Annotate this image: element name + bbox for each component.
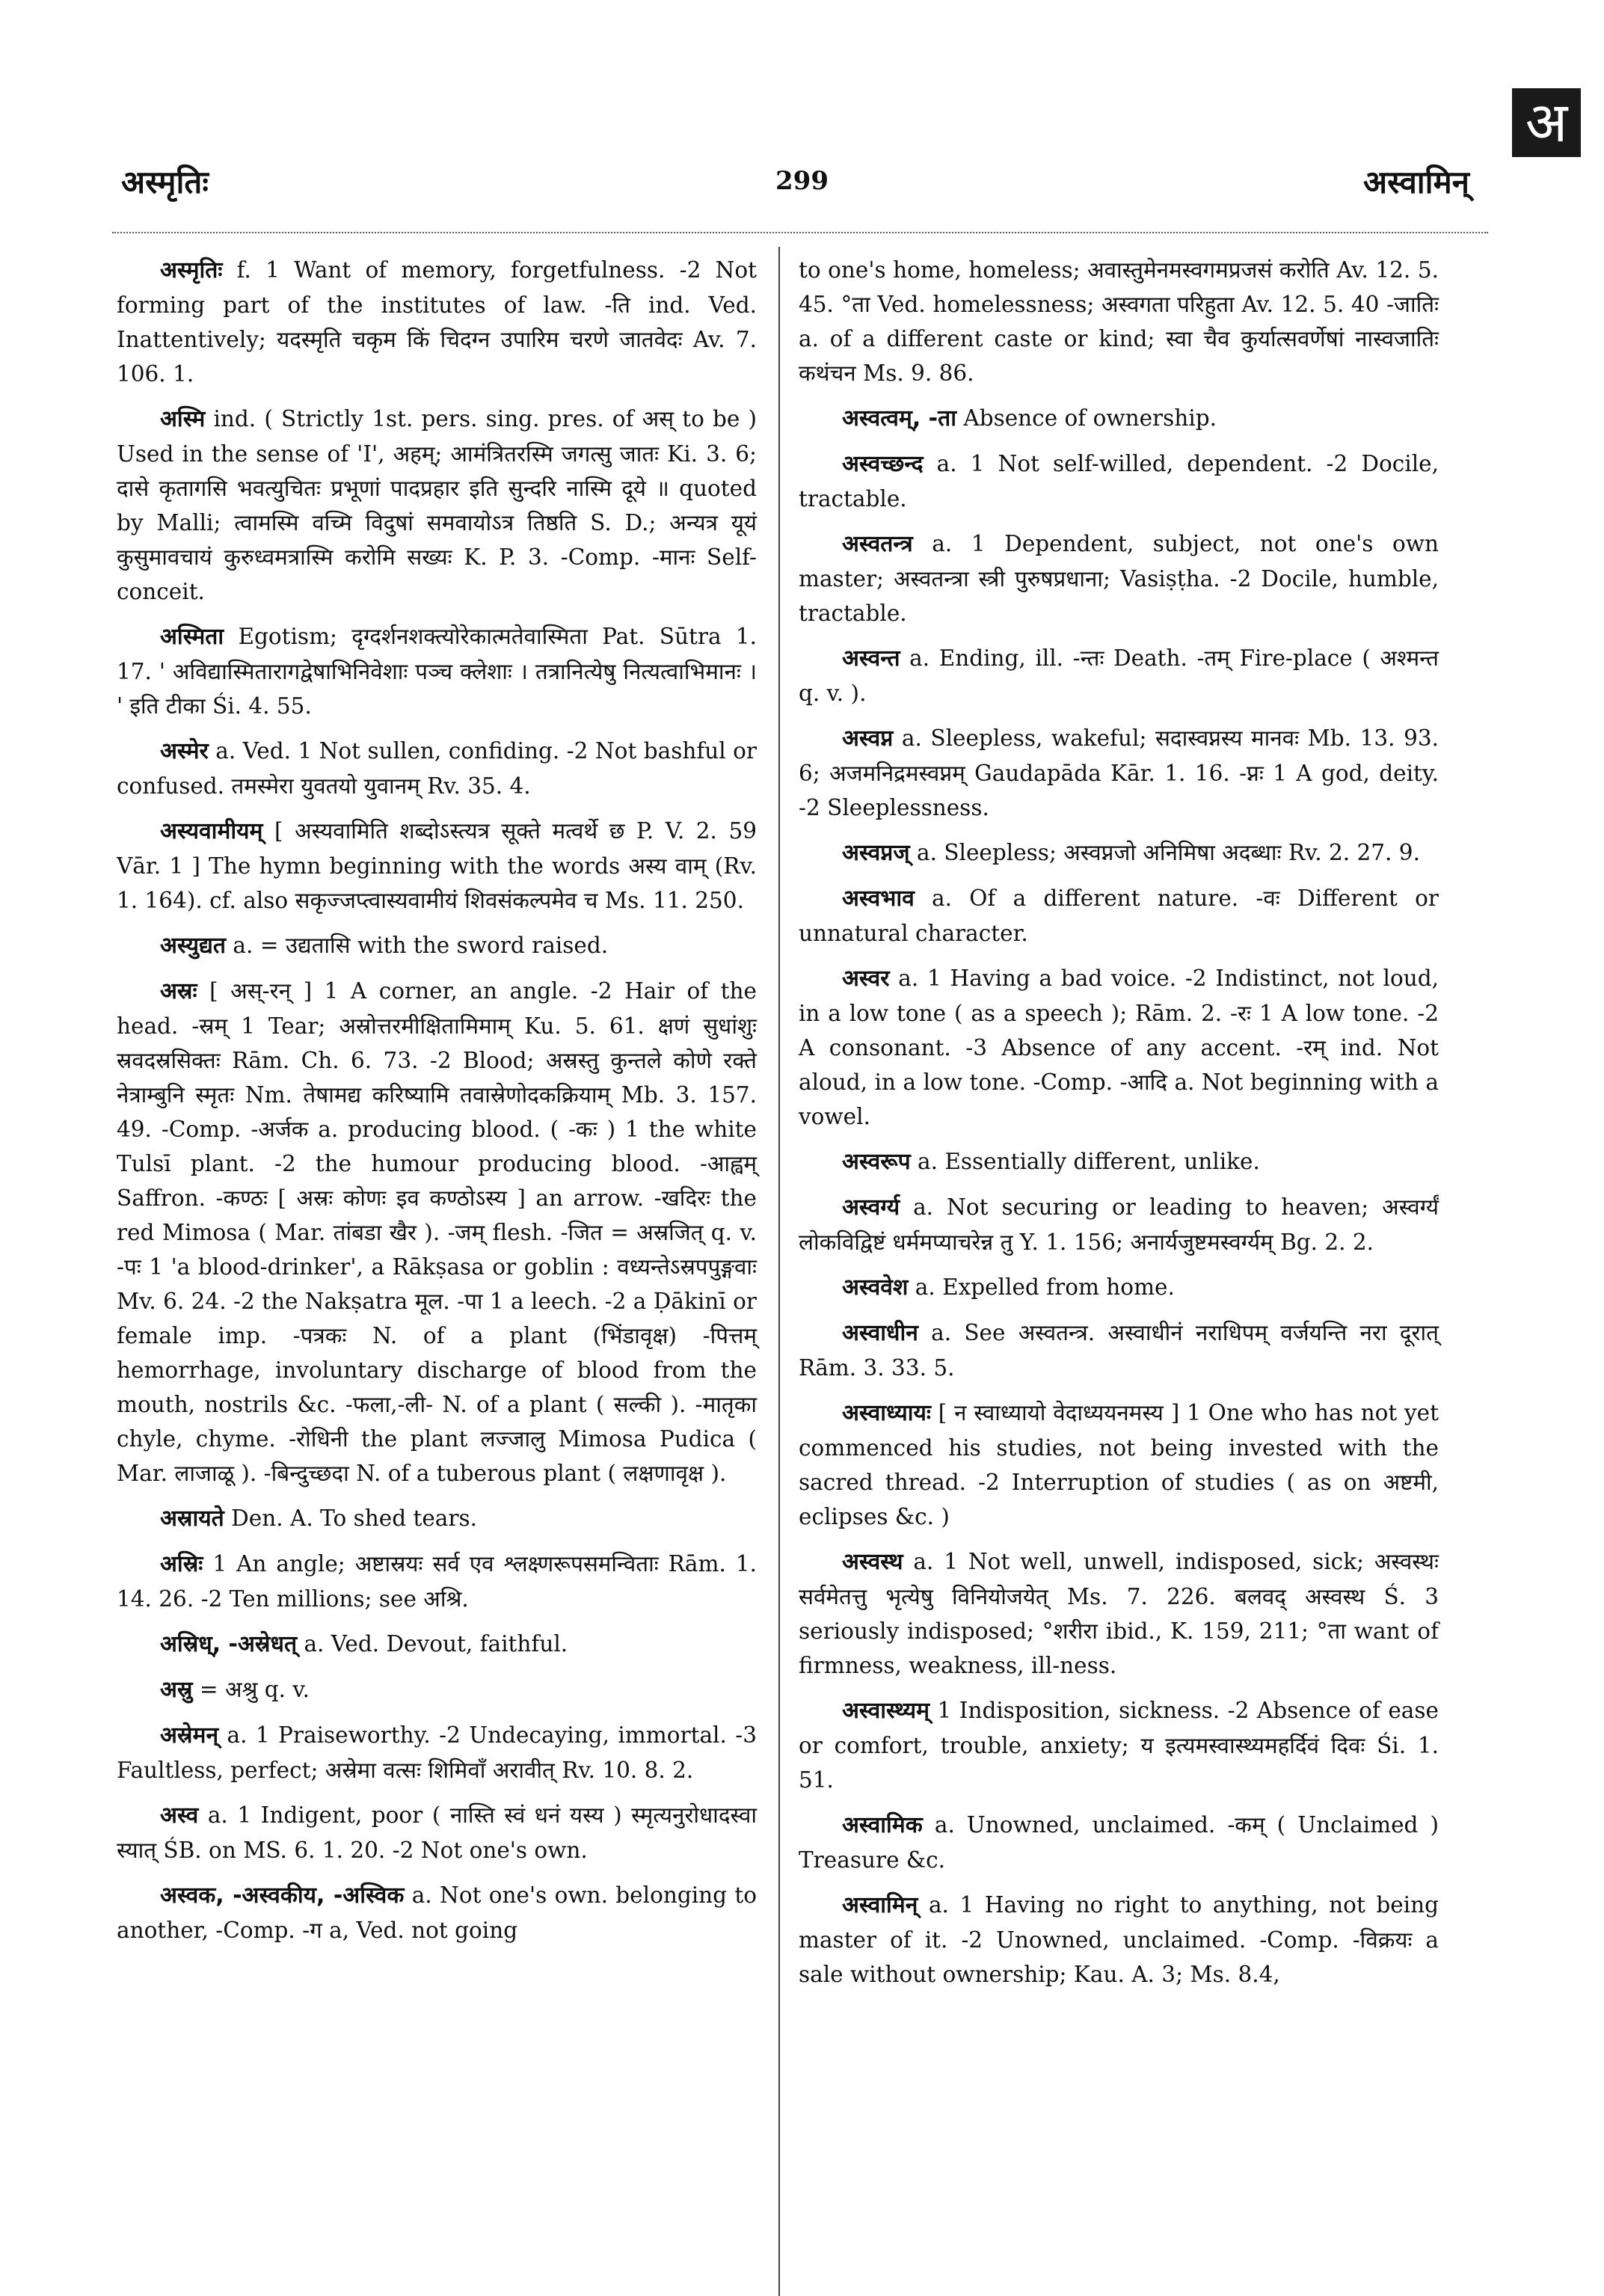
entry-definition: to one's home, homeless; अवास्तुमेनमस्वगमप्रजसं करोति Av. 12. 5. 45. °ता Ved. homelessness; अस्वगता परिहुता Av. 12. 5. 40 -जातिः a. of a different caste or kind; स्वा चैव कुर्यात्सवर्णेषां नास्वजातिः कथंचन Ms. 9. 86.	[799, 257, 1439, 386]
entry-definition: Absence of ownership.	[956, 405, 1217, 431]
entry-headword: अस्रिध्, -अस्रेधत्	[160, 1631, 298, 1657]
entry-definition: 1 Indisposition, sickness. -2 Absence of ease or comfort, trouble, anxiety; य इत्यमस्वास्थ्यमहर्दिवं दिवः Śi. 1. 51.	[799, 1698, 1439, 1793]
dictionary-entry	[799, 1396, 1439, 1534]
dictionary-entry	[117, 1627, 757, 1662]
header-rule	[112, 232, 1488, 233]
dictionary-entry	[799, 1270, 1439, 1305]
page-header	[112, 144, 1492, 211]
entry-headword: अस्वच्छन्द	[842, 451, 924, 477]
entry-definition: a. Essentially different, unlike.	[910, 1149, 1260, 1174]
dictionary-entry	[117, 253, 757, 391]
entry-definition: a. 1 Having no right to anything, not being master of it. -2 Unowned, unclaimed. -Comp. -विक्रयः a sale without ownership; Kau. A. 3; Ms. 8.4,	[799, 1892, 1439, 1987]
entry-definition: [ न स्वाध्यायो वेदाध्ययनमस्य ] 1 One who has not yet commenced his studies, not being invested with the sacred thread. -2 Interruption of studies ( as on अष्टमी, eclipses &c. )	[799, 1400, 1439, 1529]
left-column	[117, 253, 757, 1958]
dictionary-entry	[117, 619, 757, 723]
entry-headword: अस्वाध्यायः	[842, 1400, 931, 1426]
entry-headword: अस्वत्वम्, -ता	[842, 405, 957, 432]
dictionary-entry	[799, 961, 1439, 1134]
entry-headword: अस्रिः	[160, 1551, 203, 1577]
entry-headword: अस्वर	[842, 966, 890, 992]
entry-definition: [ अस्यवामिति शब्दोऽस्त्यत्र सूक्ते मत्वर्थे छ P. V. 2. 59 Vār. 1 ] The hymn beginning with the words अस्य वाम् (Rv. 1. 164). cf. also सकृज्जप्त्वास्यवामीयं शिवसंकल्पमेव च Ms. 11. 250.	[117, 818, 757, 913]
entry-definition: a. Expelled from home.	[908, 1274, 1175, 1300]
dictionary-entry	[117, 1501, 757, 1536]
dictionary-entry	[799, 835, 1439, 871]
entry-definition: a. Of a different nature. -वः Different or unnatural character.	[799, 885, 1439, 946]
entry-definition: a. 1 Not self-willed, dependent. -2 Docile, tractable.	[799, 451, 1439, 512]
entry-definition: Den. A. To shed tears.	[224, 1505, 477, 1531]
entry-definition: 1 An angle; अष्टास्रयः सर्व एव श्लक्ष्णरूपसमन्विताः Rām. 1. 14. 26. -2 Ten millions; see अश्रि.	[117, 1551, 757, 1612]
entry-definition: a. Not one's own. belonging to another, -Comp. -ग a, Ved. not going	[117, 1882, 757, 1943]
entry-headword: अस्रेमन्	[160, 1722, 219, 1749]
entry-headword: अस्ववेश	[842, 1274, 909, 1301]
entry-definition: a. 1 Indigent, poor ( नास्ति स्वं धनं यस्य ) स्मृत्यनुरोधादस्वा स्यात् ŚB. on MS. 6. 1. 20. -2 Not one's own.	[117, 1802, 757, 1863]
dictionary-entry	[799, 1144, 1439, 1179]
dictionary-entry	[799, 1190, 1439, 1259]
column-divider	[778, 247, 780, 2296]
entry-definition: a. Ved. Devout, faithful.	[297, 1631, 568, 1657]
entry-headword: अस्वस्थ	[842, 1549, 903, 1575]
page-tab-letter: अ	[1512, 88, 1581, 157]
dictionary-entry	[117, 734, 757, 803]
entry-headword: अस्युद्यत	[160, 933, 226, 959]
right-column	[799, 253, 1439, 2002]
entry-definition: a. Ved. 1 Not sullen, confiding. -2 Not bashful or confused. तमस्मेरा युवतयो युवानम् Rv. 35. 4.	[117, 738, 757, 799]
dictionary-entry	[117, 1798, 757, 1867]
entry-headword: अस्वरूप	[842, 1149, 911, 1175]
entry-definition: Egotism; दृग्दर्शनशक्त्योरेकात्मतेवास्मिता Pat. Sūtra 1. 17. ' अविद्यास्मितारागद्वेषाभिनिवेशाः पञ्च क्लेशाः । तत्रानित्येषु नित्यत्वाभिमानः । ' इति टीका Śi. 4. 55.	[117, 624, 757, 719]
dictionary-entry	[117, 1878, 757, 1947]
entry-headword: अस्यवामीयम्	[160, 818, 263, 844]
entry-definition: a. 1 Praiseworthy. -2 Undecaying, immortal. -3 Faultless, perfect; अस्रेमा वत्सः शिमिवाँ अरावीत् Rv. 10. 8. 2.	[117, 1722, 757, 1783]
entry-headword: अस्वन्त	[842, 645, 900, 672]
entry-headword: अस्वाधीन	[842, 1320, 918, 1346]
dictionary-entry	[799, 1693, 1439, 1797]
entry-headword: अस्वतन्त्र	[842, 531, 913, 557]
entry-headword: अस्वभाव	[842, 885, 915, 912]
dictionary-entry	[799, 1808, 1439, 1877]
entry-definition: a. Ending, ill. -न्तः Death. -तम् Fire-place ( अश्मन्त q. v. ).	[799, 645, 1439, 706]
dictionary-entry	[799, 253, 1439, 390]
dictionary-entry	[117, 1547, 757, 1616]
entry-headword: अस्वप्न	[842, 725, 894, 752]
entry-definition: a. Unowned, unclaimed. -कम् ( Unclaimed ) Treasure &c.	[799, 1812, 1439, 1873]
entry-headword: अस्वामिक	[842, 1812, 923, 1838]
dictionary-entry	[117, 1672, 757, 1707]
dictionary-entry	[799, 446, 1439, 516]
dictionary-entry	[799, 1316, 1439, 1385]
page-number: 299	[775, 166, 829, 196]
entry-definition: ind. ( Strictly 1st. pers. sing. pres. of अस् to be ) Used in the sense of 'I', अहम्; आमंत्रितरस्मि जगत्सु जातः Ki. 3. 6; दासे कृतागसि भवत्युचितः प्रभूणां पादप्रहार इति सुन्दरि नास्मि दूये ॥ quoted by Malli; त्वामस्मि वच्मि विदुषां समवायोऽत्र तिष्ठति S. D.; अन्यत्र यूयं कुसुमावचायं कुरुध्वमत्रास्मि करोमि सख्यः K. P. 3. -Comp. -मानः Self-conceit.	[117, 406, 757, 604]
entry-definition: = अश्रु q. v.	[192, 1677, 310, 1702]
entry-headword: अस्रु	[160, 1677, 193, 1703]
dictionary-entry	[799, 641, 1439, 710]
dictionary-entry	[799, 1888, 1439, 1992]
entry-definition: a. See अस्वतन्त्र. अस्वाधीनं नराधिपम् वर्जयन्ति नरा दूरात् Rām. 3. 33. 5.	[799, 1320, 1439, 1381]
entry-headword: अस्वर्ग्य	[842, 1194, 900, 1221]
entry-definition: f. 1 Want of memory, forgetfulness. -2 Not forming part of the institutes of law. -ति ind. Ved. Inattentively; यदस्मृति चकृम किं चिदग्न उपारिम चरणे जातवेदः Av. 7. 106. 1.	[117, 257, 757, 387]
dictionary-entry	[799, 527, 1439, 630]
right-guide-word: अस्वामिन्	[1363, 164, 1469, 200]
dictionary-entry	[117, 974, 757, 1491]
entry-headword: अस्व	[160, 1802, 199, 1829]
dictionary-entry	[799, 881, 1439, 951]
dictionary-entry	[117, 1718, 757, 1787]
left-guide-word: अस्मृतिः	[121, 164, 209, 200]
dictionary-entry	[117, 928, 757, 963]
entry-definition: a. 1 Dependent, subject, not one's own master; अस्वतन्त्रा स्त्री पुरुषप्रधाना; Vasiṣṭha. -2 Docile, humble, tractable.	[799, 531, 1439, 626]
entry-definition: [ अस्-रन् ] 1 A corner, an angle. -2 Hair of the head. -स्रम् 1 Tear; अस्रोत्तरमीक्षितामिमाम् Ku. 5. 61. क्षणं सुधांशुः स्रवदस्रसिक्तः Rām. Ch. 6. 73. -2 Blood; अस्रस्तु कुन्तले कोणे रक्ते नेत्राम्बुनि स्मृतः Nm. तेषामद्य करिष्यामि तवास्रेणोदकक्रियाम् Mb. 3. 157. 49. -Comp. -अर्जक a. producing blood. ( -कः ) 1 the white Tulsī plant. -2 the humour producing blood. -आह्वम् Saffron. -कण्ठः [ अस्रः कोणः इव कण्ठोऽस्य ] an arrow. -खदिरः the red Mimosa ( Mar. तांबडा खैर ). -जम् flesh. -जित = अस्रजित् q. v. -पः 1 'a blood-drinker', a Rākṣasa or goblin : वध्यन्तेऽस्रपपुङ्गवाः Mv. 6. 24. -2 the Nakṣatra मूल. -पा 1 a leech. -2 a Ḍākinī or female imp. -पत्रकः N. of a plant (भिंडावृक्ष) -पित्तम् hemorrhage, involuntary discharge of blood from the mouth, nostrils &c. -फला,-ली- N. of a plant ( सल्की ). -मातृका chyle, chyme. -रोधिनी the plant लज्जालु Mimosa Pudica ( Mar. लाजाळू ). -बिन्दुच्छदा N. of a tuberous plant ( लक्षणावृक्ष ).	[117, 978, 757, 1486]
entry-definition: a. Sleepless, wakeful; सदास्वप्नस्य मानवः Mb. 13. 93. 6; अजमनिद्रमस्वप्नम् Gaudapāda Kār. 1. 16. -प्नः 1 A god, deity. -2 Sleeplessness.	[799, 725, 1439, 820]
entry-headword: अस्वामिन्	[842, 1892, 918, 1918]
entry-headword: अस्वास्थ्यम्	[842, 1698, 930, 1724]
entry-definition: a. Sleepless; अस्वप्नजो अनिमिषा अदब्धाः Rv. 2. 27. 9.	[909, 840, 1420, 865]
entry-headword: अस्मृतिः	[160, 257, 223, 283]
entry-headword: अस्मेर	[160, 738, 209, 764]
dictionary-entry	[799, 721, 1439, 825]
entry-headword: अस्वक, -अस्वकीय, -अस्विक	[160, 1882, 405, 1909]
entry-definition: a. 1 Not well, unwell, indisposed, sick; अस्वस्थः सर्वमेतत्तु भृत्येषु विनियोजयेत् Ms. 7. 226. बलवद् अस्वस्थ Ś. 3 seriously indisposed; °शरीरा ibid., K. 159, 211; °ता want of firmness, weakness, ill-ness.	[799, 1549, 1439, 1678]
dictionary-entry	[117, 402, 757, 609]
entry-definition: a. 1 Having a bad voice. -2 Indistinct, not loud, in a low tone ( as a speech ); Rām. 2. -रः 1 A low tone. -2 A consonant. -3 Absence of any accent. -रम् ind. Not aloud, in a low tone. -Comp. -आदि a. Not beginning with a vowel.	[799, 966, 1439, 1129]
dictionary-entry	[799, 401, 1439, 436]
entry-definition: a. Not securing or leading to heaven; अस्वर्ग्यं लोकविद्विष्टं धर्ममप्याचरेन्न तु Y. 1. 156; अनार्यजुष्टमस्वर्ग्यम् Bg. 2. 2.	[799, 1194, 1439, 1255]
entry-headword: अस्मिता	[160, 624, 224, 650]
entry-definition: a. = उद्यतासि with the sword raised.	[226, 933, 609, 958]
entry-headword: अस्रायते	[160, 1505, 224, 1532]
dictionary-entry	[117, 814, 757, 918]
entry-headword: अस्वप्नज्	[842, 840, 910, 866]
entry-headword: अस्रः	[160, 978, 197, 1004]
dictionary-entry	[799, 1544, 1439, 1683]
entry-headword: अस्मि	[160, 406, 206, 432]
